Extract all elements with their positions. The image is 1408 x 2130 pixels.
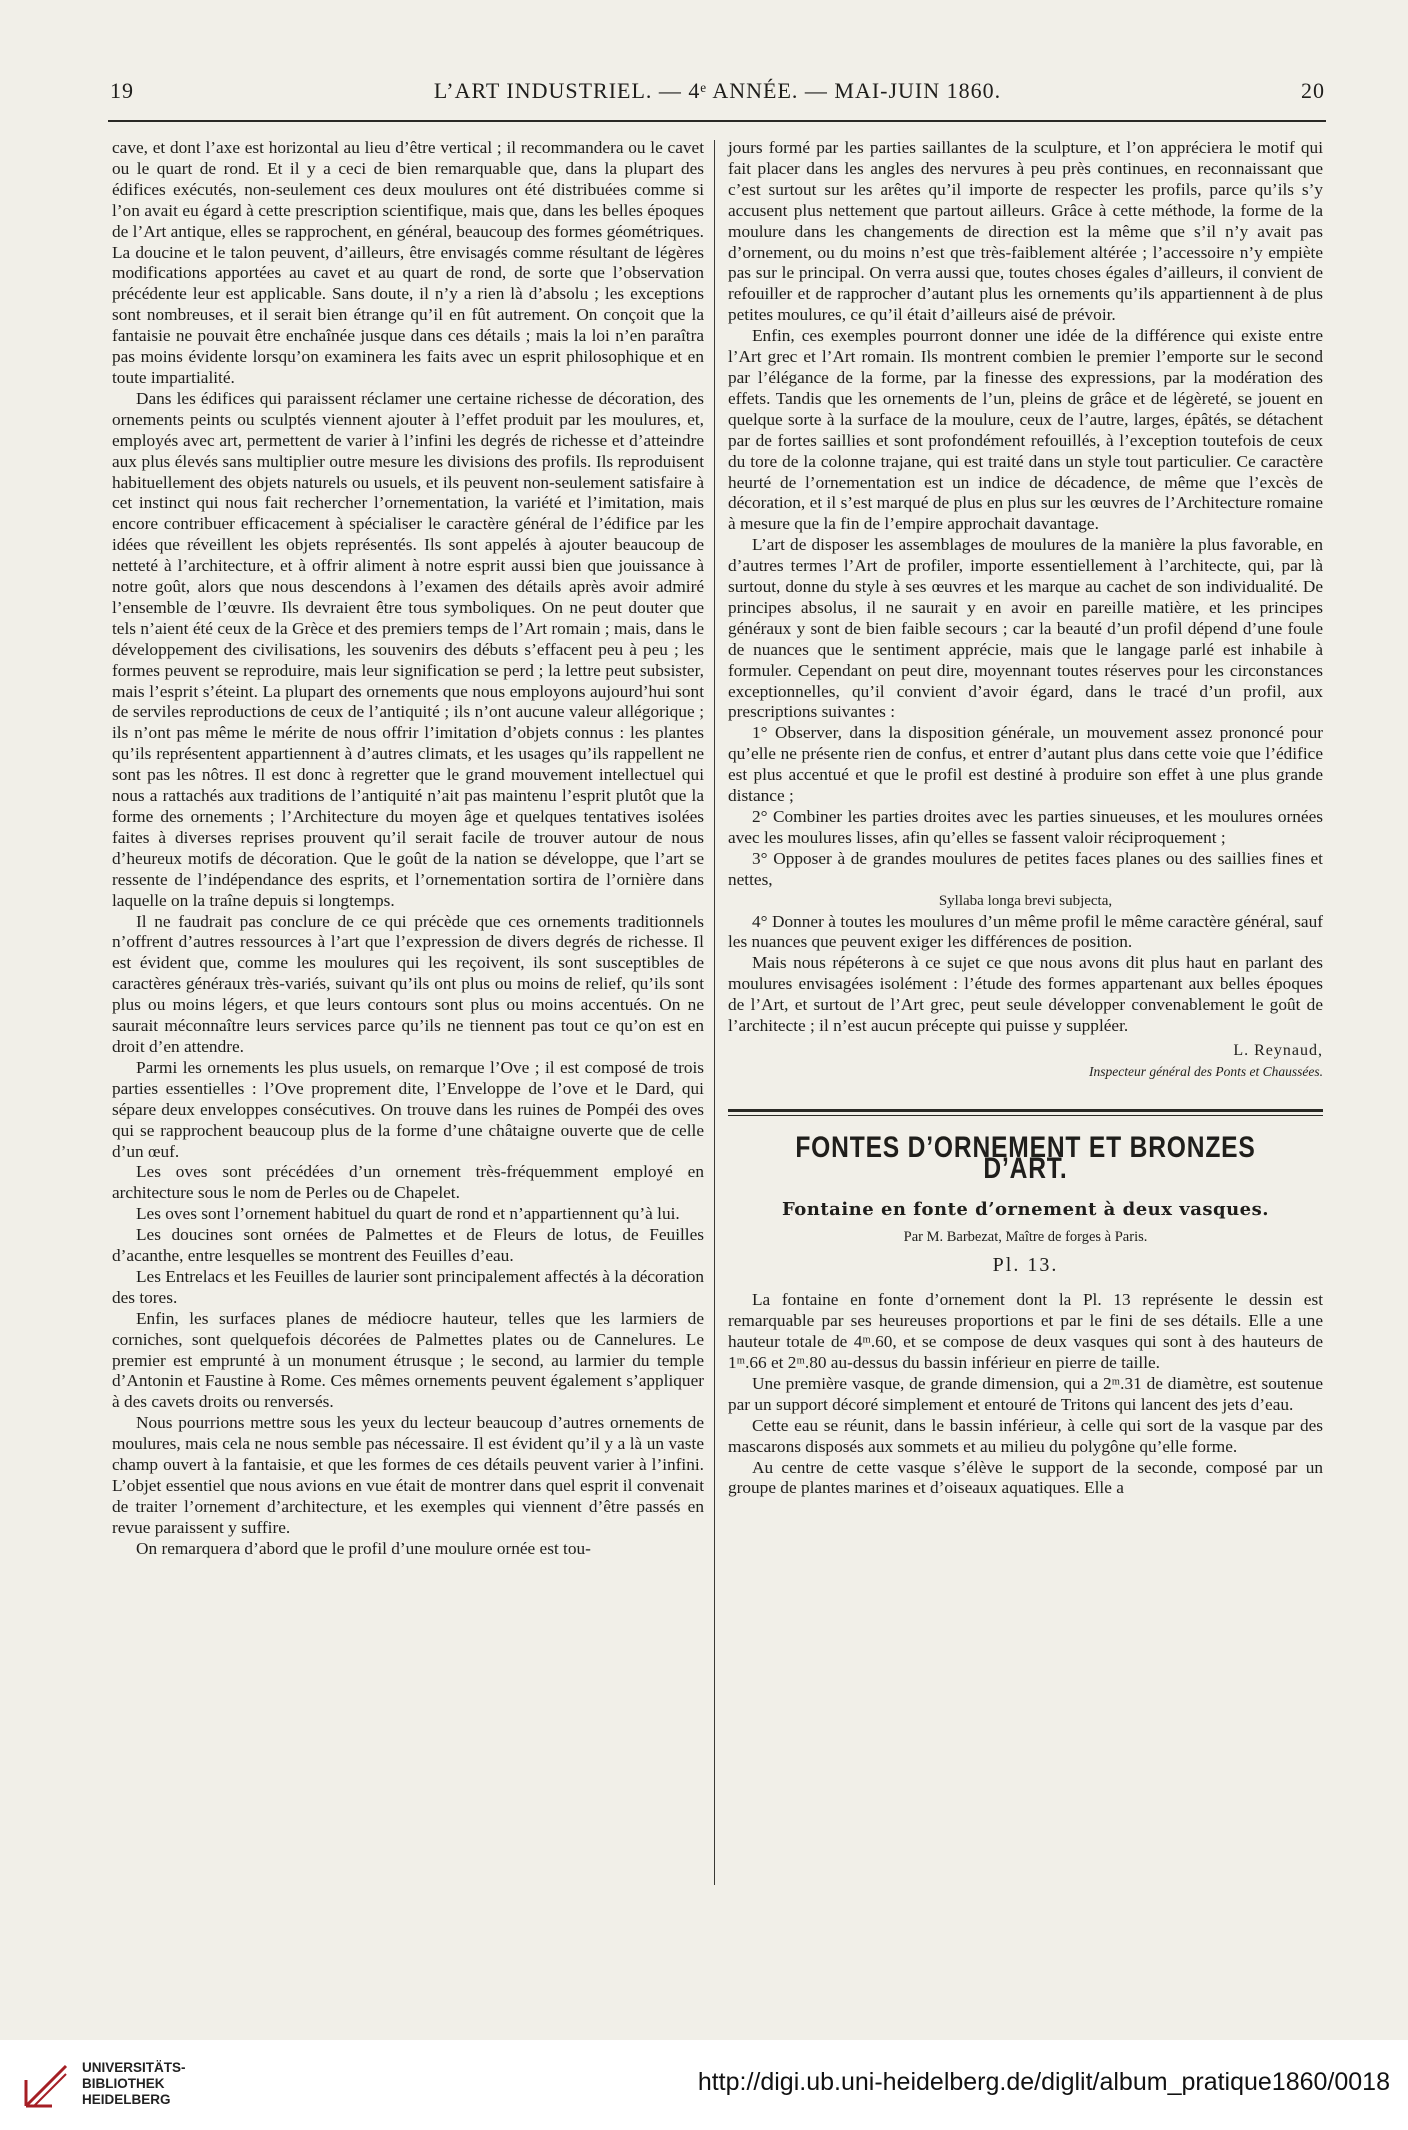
paragraph: 4° Donner à toutes les moulures d’un même profil le même caractère général, sauf les nuances que peuvent exiger les différences de position.	[728, 911, 1323, 952]
paragraph: Les doucines sont ornées de Palmettes et de Fleurs de lotus, de Feuilles d’acanthe, entre lesquelles se montrent des Feuilles d’eau.	[112, 1225, 704, 1266]
paragraph: Les oves sont précédées d’un ornement très-fréquemment employé en architecture sous le nom de Perles ou de Chapelet.	[112, 1162, 704, 1203]
paragraph: La fontaine en fonte d’ornement dont la Pl. 13 représente le dessin est remarquable par ses heureuses proportions et par le fini de ses détails. Elle a une hauteur totale de 4ᵐ.60, et se compose de deux vasques qui sont à des hauteurs de 1ᵐ.66 et 2ᵐ.80 au-dessus du bassin inférieur en pierre de taille.	[728, 1290, 1323, 1373]
right-column	[728, 138, 1323, 1499]
paragraph: Dans les édifices qui paraissent réclamer une certaine richesse de décoration, des ornements peints ou sculptés viennent ajouter à l’effet produit par les moulures, et, employés avec art, permettent de varier à l’infini les degrés de richesse et d’atteindre aux plus élevés sans multiplier outre mesure les divisions des profils. Ils reproduisent habituellement des objets naturels ou usuels, et ils peuvent non-seulement satisfaire à cet instinct qui nous fait rechercher l’ornementation, la variété et l’imitation, mais encore contribuer efficacement à spécialiser le caractère général de l’édifice par les idées que réveillent les objets représentés. Ils sont appelés à ajouter beaucoup de netteté à l’architecture, et à offrir aliment à notre esprit aussi bien que jouissance à notre goût, alors que nous descendons à l’examen des détails après avoir admiré l’ensemble de l’œuvre. Ils devraient être tous symboliques. On ne peut douter que tels n’aient été ceux de la Grèce et des premiers temps de l’Art romain ; mais, dans le développement des civilisations, les souvenirs des débuts s’effacent peu à peu ; les formes peuvent se reproduire, mais leur signification se perd ; la lettre peut subsister, mais l’esprit s’éteint. La plupart des ornements que nous employons aujourd’hui sont de serviles reproductions de ceux de l’antiquité ; ils n’ont aucune valeur allégorique ; ils n’ont pas même le mérite de nous offrir l’imitation d’objets connus : les plantes qu’ils représentent appartiennent à d’autres climats, et les usages qu’ils rappellent ne sont pas les nôtres. Il est donc à regretter que le grand mouvement intellectuel qui nous a rattachés aux traditions de l’antiquité n’ait pas maintenu l’esprit plutôt que la forme des ornements ; l’Architecture du moyen âge et quelques tentatives isolées faites à diverses reprises prouvent qu’il serait facile de trouver autour de nous d’heureux motifs de décoration. Que le goût de la nation se développe, que l’art se ressente de l’indépendance des esprits, et l’ornementation sortira de l’ornière dans laquelle on la traîne depuis si longtemps.	[112, 388, 704, 910]
latin-verse: Syllaba longa brevi subjecta,	[938, 892, 1113, 909]
paragraph: 1° Observer, dans la disposition générale, un mouvement assez prononcé pour qu’elle ne présente rien de confus, et entrer d’autant plus dans cette voie que l’édifice est plus accentué et que le profil est destiné à produire son effet à une plus grande distance ;	[728, 723, 1323, 806]
journal-title: L’ART INDUSTRIEL. — 4ᵉ ANNÉE. — MAI-JUIN 1860.	[433, 78, 1002, 103]
paragraph: Il ne faudrait pas conclure de ce qui précède que ces ornements traditionnels n’offrent d’autres ressources à l’art que l’expression de divers degrés de richesse. Il est évident que, comme les moulures qui les reçoivent, ils sont susceptibles de caractères généraux très-variés, suivant qu’ils ont plus ou moins de relief, qu’ils sont plus ou moins légers, et que leurs contours sont plus ou moins accentués. On ne saurait méconnaître leurs services parce qu’ils ne tiennent pas tout ce qu’on est en droit d’en attendre.	[112, 911, 704, 1056]
column-divider	[714, 140, 715, 1885]
paragraph: jours formé par les parties saillantes de la sculpture, et l’on appréciera le motif qui fait placer dans les angles des nervures à peu près continues, en reconnaissant que c’est surtout sur les arêtes qu’il importe de respecter les profils, parce qu’ils s’y accusent plus nettement que partout ailleurs. Grâce à cette méthode, la forme de la moulure dans les changements de direction est la même que s’il n’y avait pas d’ornement, ou du moins n’est que très-faiblement altérée ; l’accessoire n’y empiète pas sur le principal. On verra aussi que, toutes choses égales d’ailleurs, il convient de refouiller et de rapprocher d’autant plus les ornements qu’ils appartiennent à de plus petites moulures, ce qu’il était d’ailleurs aisé de prévoir.	[728, 138, 1323, 325]
paragraph: Une première vasque, de grande dimension, qui a 2ᵐ.31 de diamètre, est soutenue par un support décoré simplement et entouré de Tritons qui lancent des jets d’eau.	[728, 1373, 1323, 1414]
paragraph: Parmi les ornements les plus usuels, on remarque l’Ove ; il est composé de trois parties essentielles : l’Ove proprement dite, l’Enveloppe de l’ove et le Dard, qui sépare deux enveloppes consécutives. On trouve dans les ruines de Pompéi des oves qui se rapprochent beaucoup plus de la forme d’une châtaigne ouverte que de celle d’un œuf.	[112, 1057, 704, 1161]
paragraph: Enfin, ces exemples pourront donner une idée de la différence qui existe entre l’Art grec et l’Art romain. Ils montrent combien le premier l’emporte sur le second par l’élégance de la forme, par la finesse des expressions, par la modération des effets. Tandis que les ornements de l’un, pleins de grâce et de légèreté, se jouent en quelque sorte à la surface de la moulure, ceux de l’autre, larges, épâtés, se détachent par de fortes saillies et sont profondément refouillés, à l’exception toutefois de ceux du tore de la colonne trajane, qui est traité dans un style tout particulier. Ce caractère heurté de l’ornementation est un indice de décadence, de même que l’excès de décoration, et il s’est marqué de plus en plus sur les œuvres de l’Architecture romaine à mesure que la fin de l’empire approchait davantage.	[728, 326, 1323, 534]
paragraph: 2° Combiner les parties droites avec les parties sinueuses, et les moulures ornées avec les moulures lisses, afin qu’elles se fassent valoir réciproquement ;	[728, 807, 1323, 847]
article-title: Fontaine en fonte d’ornement à deux vasques.	[781, 1198, 1270, 1220]
paragraph: Nous pourrions mettre sous les yeux du lecteur beaucoup d’autres ornements de moulures, mais cela ne nous semble pas nécessaire. Il est évident qu’il y a là un vaste champ ouvert à la fantaisie, et que les formes de ces détails peuvent varier à l’infini. L’objet essentiel que nous avions en vue était de montrer dans quel esprit il convenait de traiter l’ornement d’architecture, et les exemples qui viennent d’être passés en revue paraissent y suffire.	[112, 1413, 704, 1537]
header-rule	[108, 120, 1326, 122]
running-header	[110, 70, 1325, 110]
permalink-link[interactable]: http://digi.ub.uni-heidelberg.de/diglit/album_pratique1860/0018	[697, 2068, 1390, 2096]
page-number-right: 20	[1301, 78, 1325, 103]
paragraph: L’art de disposer les assemblages de moulures de la manière la plus favorable, en d’autres termes l’Art de profiler, importe essentiellement à l’architecte, qui, par là surtout, donne du style à ses œuvres et les marque au cachet de son individualité. De principes absolus, il ne saurait y en avoir en pareille matière, et les principes généraux y sont de bien faible secours ; car la beauté d’un profil dépend d’une foule de nuances que le sentiment apprécie, mais que le langage parlé est inhabile à formuler. Cependant on peut dire, moyennant toutes réserves pour les circonstances exceptionnelles, qu’il convient d’avoir égard, dans le tracé d’un profil, aux prescriptions suivantes :	[728, 535, 1323, 722]
paragraph: 3° Opposer à de grandes moulures de petites faces planes ou des saillies fines et nettes,	[728, 848, 1323, 889]
paragraph: Les Entrelacs et les Feuilles de laurier sont principalement affectés à la décoration des tores.	[112, 1266, 704, 1307]
article-byline: Par M. Barbezat, Maître de forges à Paris.	[903, 1228, 1148, 1245]
section-rule-thick	[728, 1109, 1323, 1112]
paragraph: Enfin, les surfaces planes de médiocre hauteur, telles que les larmiers de corniches, sont quelquefois décorées de Palmettes plates ou de Cannelures. Le premier est emprunté à un monument étrusque ; le second, au larmier du temple d’Antonin et Faustine à Rome. Ces mêmes ornements peuvent également s’appliquer à des cavets droits ou renversés.	[112, 1308, 704, 1412]
paragraph: Cette eau se réunit, dans le bassin inférieur, à celle qui sort de la vasque par des mascarons disposés aux sommets et au milieu du polygône qu’elle forme.	[728, 1415, 1323, 1456]
university-logo-icon	[22, 2062, 72, 2112]
page-number-left: 19	[110, 78, 134, 103]
library-footer	[0, 2040, 1408, 2130]
plate-reference: Pl. 13.	[992, 1254, 1059, 1277]
paragraph: Les oves sont l’ornement habituel du quart de rond et n’appartiennent qu’à lui.	[136, 1204, 680, 1224]
paragraph: Mais nous répéterons à ce sujet ce que nous avons dit plus haut en parlant des moulures envisagées isolément : l’étude des formes appartenant aux belles époques de l’Art, et surtout de l’Art grec, peut seule développer convenablement le goût de l’architecte ; il n’est aucun précepte qui puisse y suppléer.	[728, 953, 1323, 1036]
section-title: FONTES D’ORNEMENT ET BRONZES D’ART.	[795, 1130, 1256, 1185]
section-rule-thin	[728, 1115, 1323, 1116]
author-signature: L. Reynaud,	[1233, 1041, 1323, 1059]
paragraph: On remarquera d’abord que le profil d’une moulure ornée est tou-	[136, 1538, 591, 1558]
paragraph: Au centre de cette vasque s’élève le support de la seconde, composé par un groupe de plantes marines et d’oiseaux aquatiques. Elle a	[728, 1457, 1323, 1498]
left-column	[112, 138, 704, 1894]
paragraph: cave, et dont l’axe est horizontal au lieu d’être vertical ; il recommandera ou le cavet ou le quart de rond. Et il y a ceci de bien remarquable que, dans la plupart des édifices exécutés, non-seulement ces deux moulures ont été distribuées comme si l’on avait eu égard à cette prescription scientifique, mais que, dans les belles époques de l’Art antique, elles se rapprochent, en général, beaucoup des formes géométriques. La doucine et le talon peuvent, d’ailleurs, être envisagés comme résultant de légères modifications apportées au cavet et au quart de rond, de sorte que l’observation précédente leur est applicable. Sans doute, il n’y a rien là d’absolu ; les exceptions sont nombreuses, et il serait bien étrange qu’il en fût autrement. On conçoit que la fantaisie ne pouvait être enchaînée jusque dans ces détails ; mais la loi n’en paraîtra pas moins évidente lorsqu’on examinera les faits avec un esprit philosophique et en toute impartialité.	[112, 138, 704, 387]
author-title: Inspecteur général des Ponts et Chaussées.	[1089, 1063, 1323, 1079]
library-name: UNIVERSITÄTS- BIBLIOTHEK HEIDELBERG	[82, 2060, 186, 2107]
